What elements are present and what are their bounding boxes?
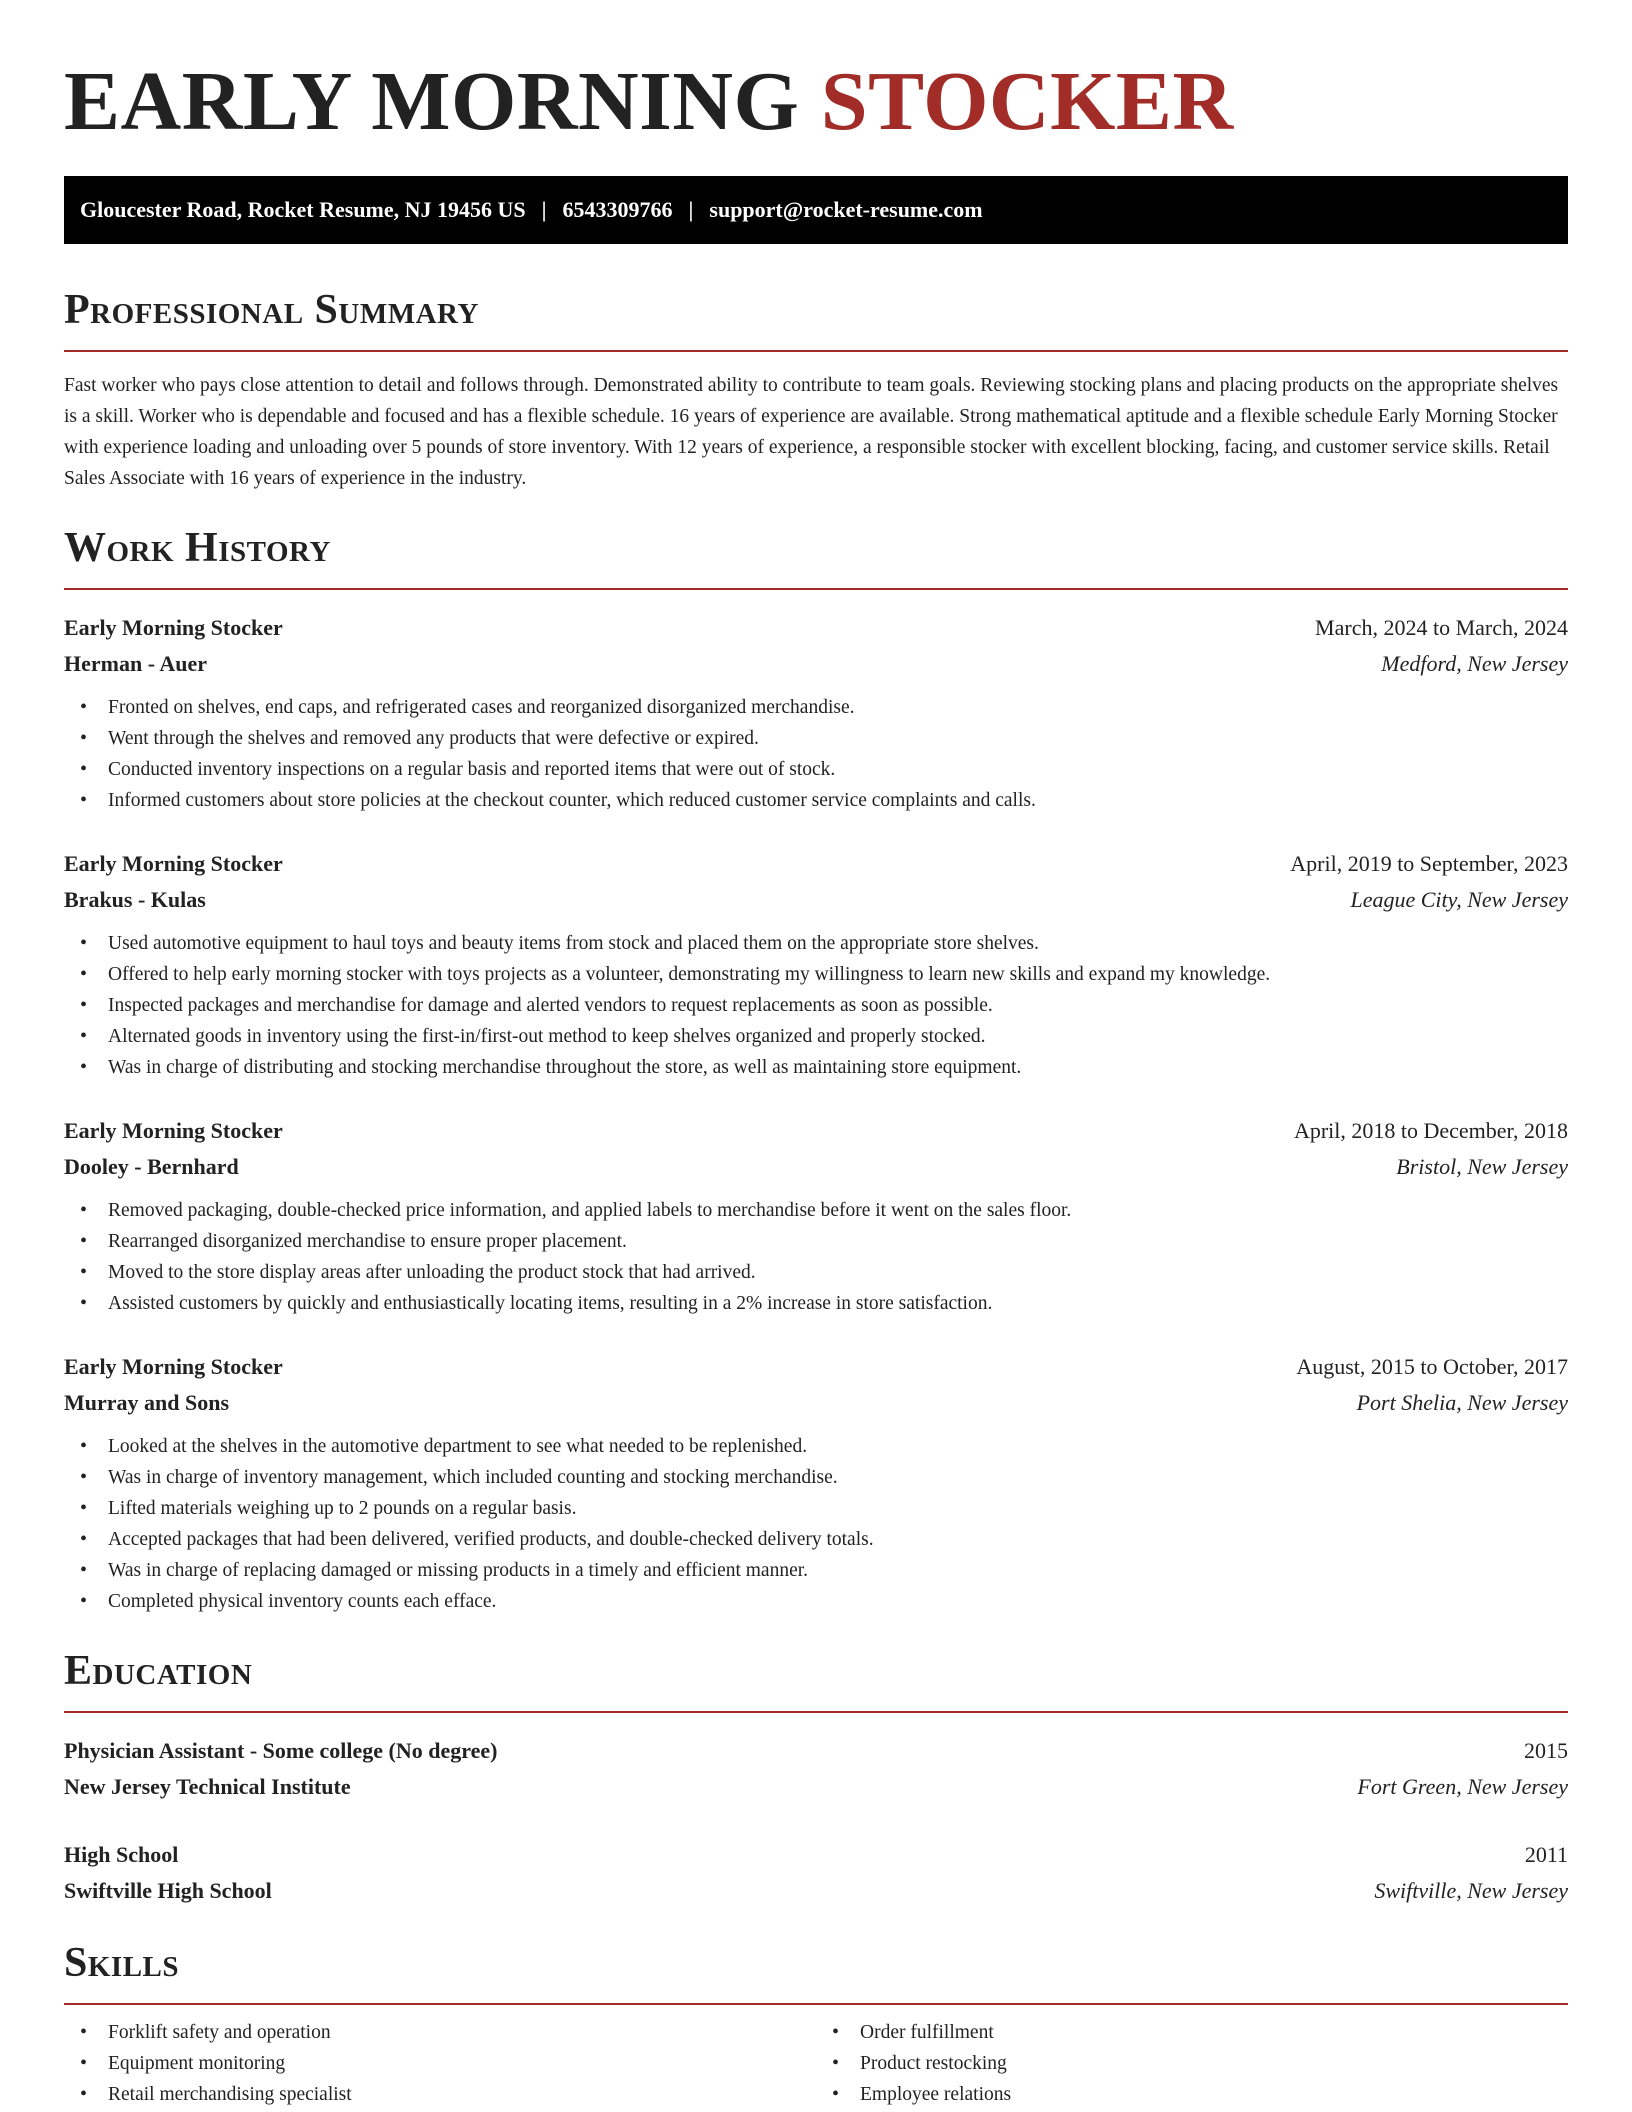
job-bullet: • Lifted materials weighing up to 2 pounds on a regular basis. bbox=[80, 1493, 1568, 1524]
job-bullet: • Conducted inventory inspections on a regular basis and reported items that were out of stock. bbox=[80, 754, 1568, 785]
job-bullet: • Was in charge of distributing and stocking merchandise throughout the store, as well as maintaining store equipment. bbox=[80, 1052, 1568, 1083]
job-dates: August, 2015 to October, 2017 bbox=[1296, 1354, 1568, 1379]
skills-list-right bbox=[816, 2017, 1568, 2110]
candidate-name bbox=[64, 0, 1568, 176]
job-entry bbox=[64, 1349, 1568, 1617]
job-company: Herman - Auer bbox=[64, 651, 207, 676]
education-year: 2011 bbox=[1524, 1842, 1568, 1867]
education-school: New Jersey Technical Institute bbox=[64, 1774, 351, 1799]
education-school: Swiftville High School bbox=[64, 1878, 272, 1903]
job-company: Dooley - Bernhard bbox=[64, 1154, 239, 1179]
job-company-row bbox=[64, 646, 1568, 682]
job-role: Early Morning Stocker bbox=[64, 615, 283, 640]
work-history-section bbox=[64, 522, 1568, 1617]
skills-section bbox=[64, 1937, 1568, 2110]
job-location: Port Shelia, New Jersey bbox=[1356, 1390, 1568, 1415]
education-degree: High School bbox=[64, 1842, 179, 1867]
skill-item: • Equipment monitoring bbox=[80, 2048, 816, 2079]
job-bullet: • Went through the shelves and removed any products that were defective or expired. bbox=[80, 723, 1568, 754]
job-bullet: • Completed physical inventory counts each efface. bbox=[80, 1586, 1568, 1617]
job-bullet: • Informed customers about store policies at the checkout counter, which reduced customer service complaints and calls. bbox=[80, 785, 1568, 816]
job-bullet: • Was in charge of inventory management, which included counting and stocking merchandise. bbox=[80, 1462, 1568, 1493]
job-bullet: • Accepted packages that had been delivered, verified products, and double-checked delivery totals. bbox=[80, 1524, 1568, 1555]
education-school-row bbox=[64, 1769, 1568, 1805]
skill-item: • Order fulfillment bbox=[832, 2017, 1568, 2048]
job-bullets bbox=[64, 928, 1568, 1083]
job-dates: April, 2019 to September, 2023 bbox=[1290, 851, 1568, 876]
name-accent: STOCKER bbox=[820, 55, 1234, 148]
education-entry bbox=[64, 1837, 1568, 1909]
section-title-work-history: Work History bbox=[64, 525, 331, 571]
contact-address: Gloucester Road, Rocket Resume, NJ 19456 US bbox=[80, 197, 526, 222]
education-header-row bbox=[64, 1837, 1568, 1873]
job-role: Early Morning Stocker bbox=[64, 1118, 283, 1143]
education-header-row bbox=[64, 1733, 1568, 1769]
resume-page bbox=[64, 0, 1568, 2110]
job-location: Medford, New Jersey bbox=[1381, 651, 1568, 676]
education-location: Fort Green, New Jersey bbox=[1357, 1774, 1568, 1799]
education-location: Swiftville, New Jersey bbox=[1374, 1878, 1568, 1903]
education-degree: Physician Assistant - Some college (No degree) bbox=[64, 1738, 498, 1763]
skill-item: • Product restocking bbox=[832, 2048, 1568, 2079]
job-entry bbox=[64, 610, 1568, 816]
job-location: Bristol, New Jersey bbox=[1396, 1154, 1568, 1179]
skill-item: • Employee relations bbox=[832, 2079, 1568, 2110]
contact-bar bbox=[64, 176, 1568, 244]
job-company: Brakus - Kulas bbox=[64, 887, 206, 912]
job-bullet: • Was in charge of replacing damaged or missing products in a timely and efficient manner. bbox=[80, 1555, 1568, 1586]
section-title-summary: Professional Summary bbox=[64, 287, 479, 333]
contact-separator: | bbox=[688, 197, 694, 222]
skill-item: • Forklift safety and operation bbox=[80, 2017, 816, 2048]
job-entry bbox=[64, 846, 1568, 1083]
job-bullet: • Removed packaging, double-checked price information, and applied labels to merchandise before it went on the sales floor. bbox=[80, 1195, 1568, 1226]
job-dates: March, 2024 to March, 2024 bbox=[1315, 615, 1568, 640]
job-dates: April, 2018 to December, 2018 bbox=[1293, 1118, 1568, 1143]
section-divider bbox=[64, 588, 1568, 590]
job-bullet: • Looked at the shelves in the automotive department to see what needed to be replenished. bbox=[80, 1431, 1568, 1462]
job-bullet: • Offered to help early morning stocker with toys projects as a volunteer, demonstrating my willingness to learn new skills and expand my knowledge. bbox=[80, 959, 1568, 990]
section-divider bbox=[64, 2003, 1568, 2005]
job-header-row bbox=[64, 846, 1568, 882]
skills-columns bbox=[64, 2017, 1568, 2110]
job-bullet: • Inspected packages and merchandise for damage and alerted vendors to request replacements as soon as possible. bbox=[80, 990, 1568, 1021]
summary-text: Fast worker who pays close attention to detail and follows through. Demonstrated ability to contribute to team goals. Reviewing stocking plans and placing products on the appropriate shelves is a skill. Worker who is dependable and focused and has a flexible schedule. 16 years of experience are available. Strong mathematical aptitude and a flexible schedule Early Morning Stocker with experience loading and unloading over 5 pounds of store inventory. With 12 years of experience, a responsible stocker with excellent blocking, facing, and customer service skills. Retail Sales Associate with 16 years of experience in the industry. bbox=[64, 375, 1559, 489]
section-divider bbox=[64, 350, 1568, 352]
job-company-row bbox=[64, 1149, 1568, 1185]
skill-item: • Retail merchandising specialist bbox=[80, 2079, 816, 2110]
job-role: Early Morning Stocker bbox=[64, 1354, 283, 1379]
job-header-row bbox=[64, 1113, 1568, 1149]
job-bullet: • Alternated goods in inventory using the first-in/first-out method to keep shelves organized and properly stocked. bbox=[80, 1021, 1568, 1052]
name-main: EARLY MORNING bbox=[64, 55, 800, 148]
contact-email[interactable]: support@rocket-resume.com bbox=[709, 197, 983, 222]
contact-phone[interactable]: 6543309766 bbox=[562, 197, 673, 222]
job-bullet: • Rearranged disorganized merchandise to ensure proper placement. bbox=[80, 1226, 1568, 1257]
contact-separator: | bbox=[541, 197, 547, 222]
job-role: Early Morning Stocker bbox=[64, 851, 283, 876]
job-header-row bbox=[64, 610, 1568, 646]
job-bullet: • Fronted on shelves, end caps, and refrigerated cases and reorganized disorganized merchandise. bbox=[80, 692, 1568, 723]
education-section bbox=[64, 1645, 1568, 1909]
section-divider bbox=[64, 1711, 1568, 1713]
education-year: 2015 bbox=[1524, 1738, 1568, 1763]
section-title-education: Education bbox=[64, 1648, 253, 1694]
skills-list-left bbox=[64, 2017, 816, 2110]
summary-section bbox=[64, 284, 1568, 494]
job-company-row bbox=[64, 1385, 1568, 1421]
section-title-skills: Skills bbox=[64, 1940, 180, 1986]
job-bullet: • Used automotive equipment to haul toys and beauty items from stock and placed them on the appropriate store shelves. bbox=[80, 928, 1568, 959]
job-company: Murray and Sons bbox=[64, 1390, 230, 1415]
job-company-row bbox=[64, 882, 1568, 918]
job-location: League City, New Jersey bbox=[1350, 887, 1568, 912]
job-bullets bbox=[64, 1431, 1568, 1617]
education-school-row bbox=[64, 1873, 1568, 1909]
job-bullets bbox=[64, 692, 1568, 816]
job-entry bbox=[64, 1113, 1568, 1319]
job-bullet: • Moved to the store display areas after unloading the product stock that had arrived. bbox=[80, 1257, 1568, 1288]
job-bullet: • Assisted customers by quickly and enthusiastically locating items, resulting in a 2% increase in store satisfaction. bbox=[80, 1288, 1568, 1319]
education-entry bbox=[64, 1733, 1568, 1805]
job-bullets bbox=[64, 1195, 1568, 1319]
job-header-row bbox=[64, 1349, 1568, 1385]
